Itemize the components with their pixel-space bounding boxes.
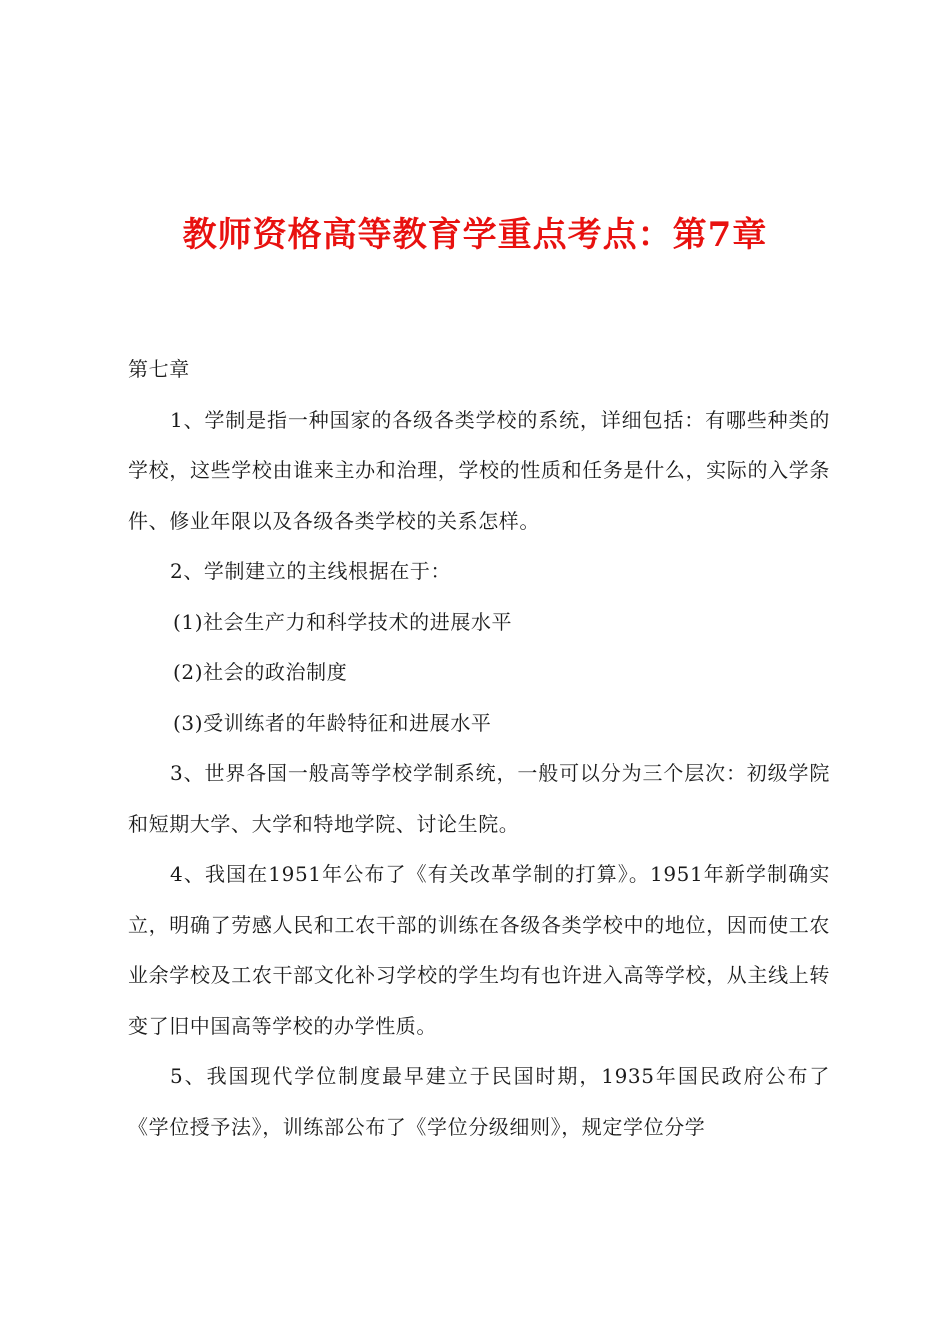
list-item-1: (1)社会生产力和科学技术的进展水平 xyxy=(173,609,513,634)
paragraph-3: 3、世界各国一般高等学校学制系统，一般可以分为三个层次：初级学院和短期大学、大学和特地学院、讨论生院。 xyxy=(128,761,830,836)
paragraph-5: 5、我国现代学位制度最早建立于民国时期，1935年国民政府公布了《学位授予法》，训练部公布了《学位分级细则》，规定学位分学 xyxy=(128,1064,830,1139)
document-title: 教师资格高等教育学重点考点：第7章 xyxy=(182,215,768,255)
chapter-heading: 第七章 xyxy=(128,357,190,381)
paragraph-1: 1、学制是指一种国家的各级各类学校的系统，详细包括：有哪些种类的学校，这些学校由谁来主办和治理，学校的性质和任务是什么，实际的入学条件、修业年限以及各级各类学校的关系怎样。 xyxy=(128,407,830,533)
paragraph-4: 4、我国在1951年公布了《有关改革学制的打算》。1951年新学制确实立，明确了劳感人民和工农干部的训练在各级各类学校中的地位，因而使工农业余学校及工农干部文化补习学校的学生均有也许进入高等学校，从主线上转变了旧中国高等学校的办学性质。 xyxy=(128,862,830,1038)
list-item-3: (3)受训练者的年龄特征和进展水平 xyxy=(173,710,492,735)
document-body xyxy=(128,344,830,1152)
paragraph-2: 2、学制建立的主线根据在于： xyxy=(170,559,452,583)
list-item-2: (2)社会的政治制度 xyxy=(173,660,348,684)
